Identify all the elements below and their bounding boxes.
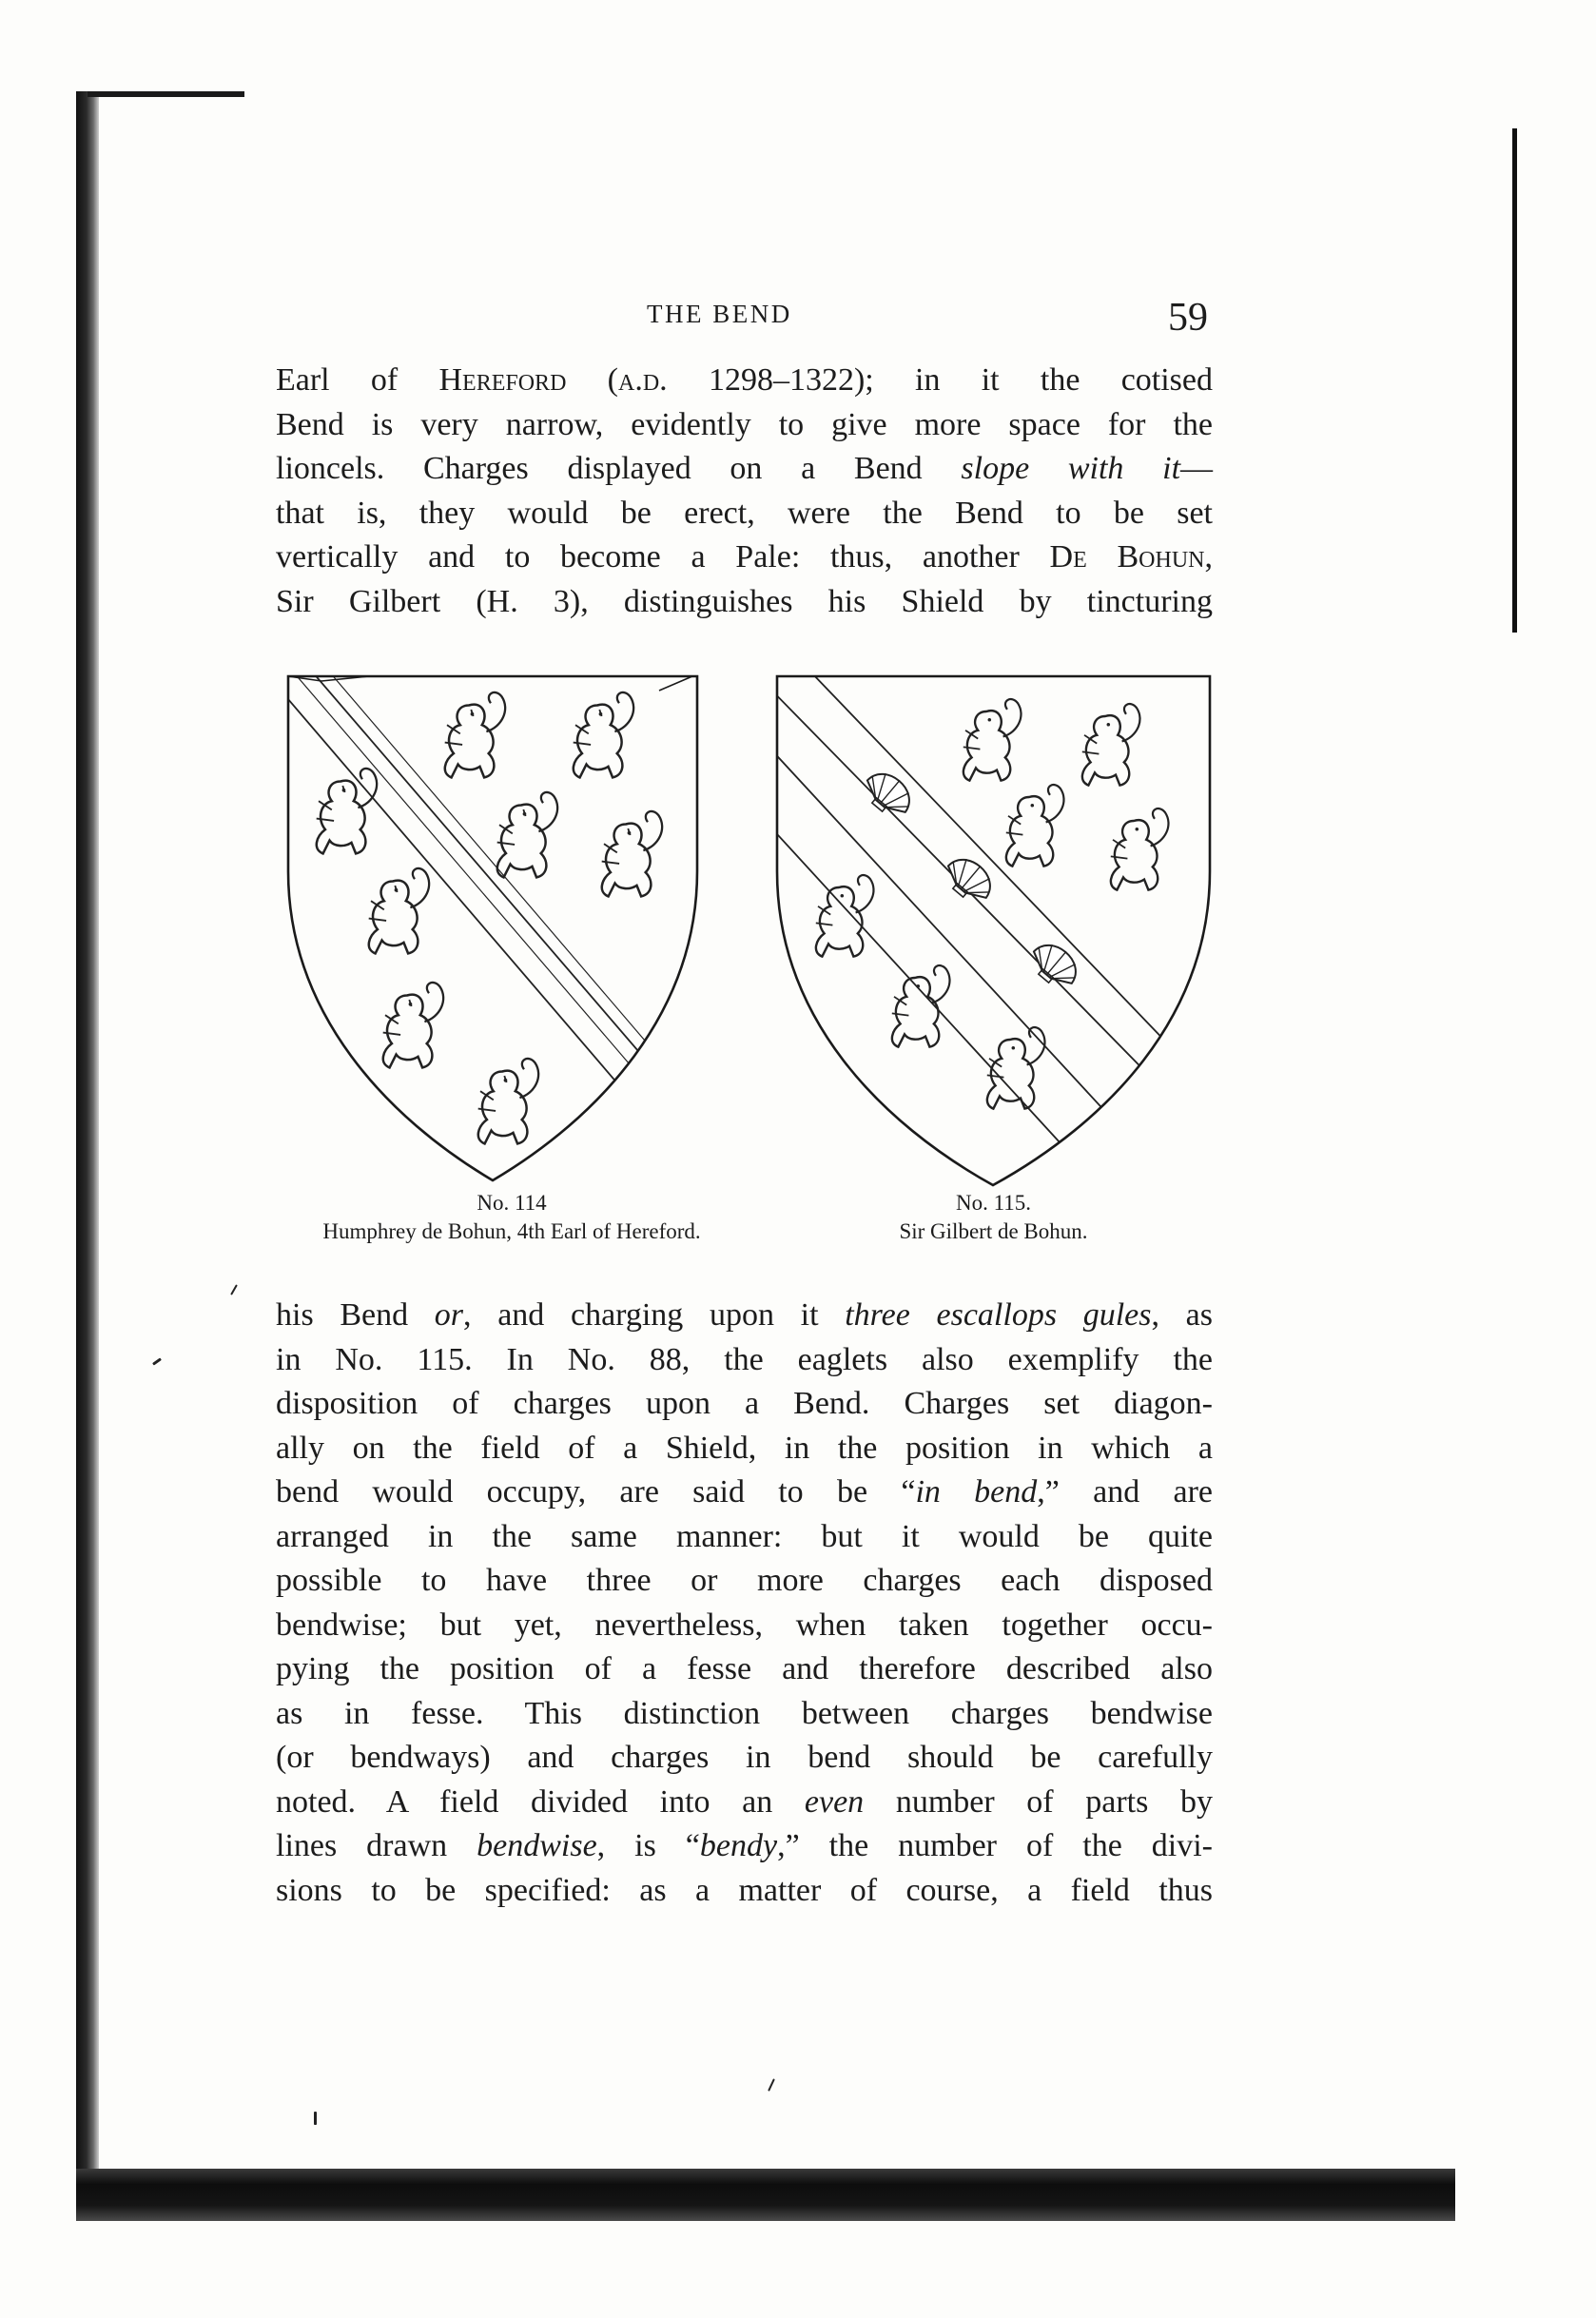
figure-number: No. 114 <box>477 1191 547 1215</box>
binding-top-rule <box>88 91 244 97</box>
caption-115 <box>810 1189 1177 1246</box>
text-line: vertically and to become a Pale: thus, another De Bohun, <box>276 539 1213 575</box>
running-head: THE BEND <box>647 300 792 328</box>
text-line: his Bend or, and charging upon it three escallops gules, as <box>276 1297 1213 1333</box>
escallop-icon <box>858 765 919 824</box>
shield-figure-115 <box>772 672 1215 1190</box>
text-line: in No. 115. In No. 88, the eaglets also exemplify the <box>276 1341 1213 1377</box>
text-line: arranged in the same manner: but it would be quite <box>276 1518 1213 1554</box>
text-line: Sir Gilbert (H. 3), distinguishes his Shield by tincturing <box>276 583 1213 619</box>
scan-speck <box>768 2078 775 2092</box>
text-line: bendwise; but yet, nevertheless, when taken together occu- <box>276 1607 1213 1643</box>
shield-humphrey-de-bohun <box>283 672 702 1185</box>
text-line: bend would occupy, are said to be “in bend,” and are <box>276 1474 1214 1510</box>
lioncel-icon <box>987 1027 1045 1109</box>
margin-rule <box>1512 128 1517 633</box>
text-line: noted. A field divided into an even number of parts by <box>276 1783 1213 1820</box>
figure-number: No. 115. <box>955 1191 1031 1215</box>
text-line: ally on the field of a Shield, in the position in which a <box>276 1430 1213 1466</box>
page-number: 59 <box>1168 296 1208 340</box>
bottom-scan-bar <box>76 2169 1455 2221</box>
lioncel-icon <box>963 699 1022 781</box>
lioncel-icon <box>497 792 557 877</box>
text-line: (or bendways) and charges in bend should be carefully <box>276 1740 1213 1775</box>
text-line: Earl of Hereford (a.d. 1298–1322); in it the cotised <box>276 362 1214 398</box>
text-line: Bend is very narrow, evidently to give more space for the <box>276 406 1213 442</box>
scan-speck <box>152 1357 162 1365</box>
text-line: lioncels. Charges displayed on a Bend slope with it— <box>276 451 1214 486</box>
figure-caption: Humphrey de Bohun, 4th Earl of Hereford. <box>322 1219 701 1243</box>
text-line: pying the position of a fesse and therefore described also <box>276 1651 1213 1686</box>
text-line: that is, they would be erect, were the Bend to be set <box>276 495 1213 531</box>
caption-114 <box>255 1189 769 1246</box>
lioncel-icon <box>1006 785 1064 867</box>
text-line: possible to have three or more charges each disposed <box>276 1563 1213 1598</box>
lioncel-icon <box>1082 704 1140 786</box>
binding-shadow <box>76 91 99 2184</box>
lioncel-icon <box>574 692 633 777</box>
figure-caption: Sir Gilbert de Bohun. <box>899 1219 1088 1243</box>
lioncel-icon <box>892 965 950 1047</box>
lioncel-icon <box>369 868 429 953</box>
scan-speck <box>314 2112 317 2125</box>
text-line: lines drawn bendwise, is “bendy,” the number of the divi- <box>276 1828 1213 1863</box>
lioncel-icon <box>445 692 505 777</box>
shield-figure-114 <box>283 672 702 1185</box>
paragraph-top <box>276 359 1213 624</box>
text-line: disposition of charges upon a Bend. Charges set diagon- <box>276 1386 1213 1421</box>
paragraph-bottom <box>276 1294 1213 1913</box>
shield-gilbert-de-bohun <box>772 672 1215 1190</box>
escallop-icon <box>1024 936 1085 995</box>
lioncel-icon <box>383 983 443 1067</box>
lioncel-icon <box>317 769 377 853</box>
lioncel-icon <box>478 1059 538 1143</box>
lioncel-icon <box>602 811 662 896</box>
text-line: sions to be specified: as a matter of course, a field thus <box>276 1872 1213 1908</box>
text-line: as in fesse. This distinction between charges bendwise <box>276 1695 1213 1731</box>
lioncel-icon <box>1111 808 1169 890</box>
scan-speck <box>230 1284 238 1295</box>
lioncel-icon <box>816 875 874 957</box>
